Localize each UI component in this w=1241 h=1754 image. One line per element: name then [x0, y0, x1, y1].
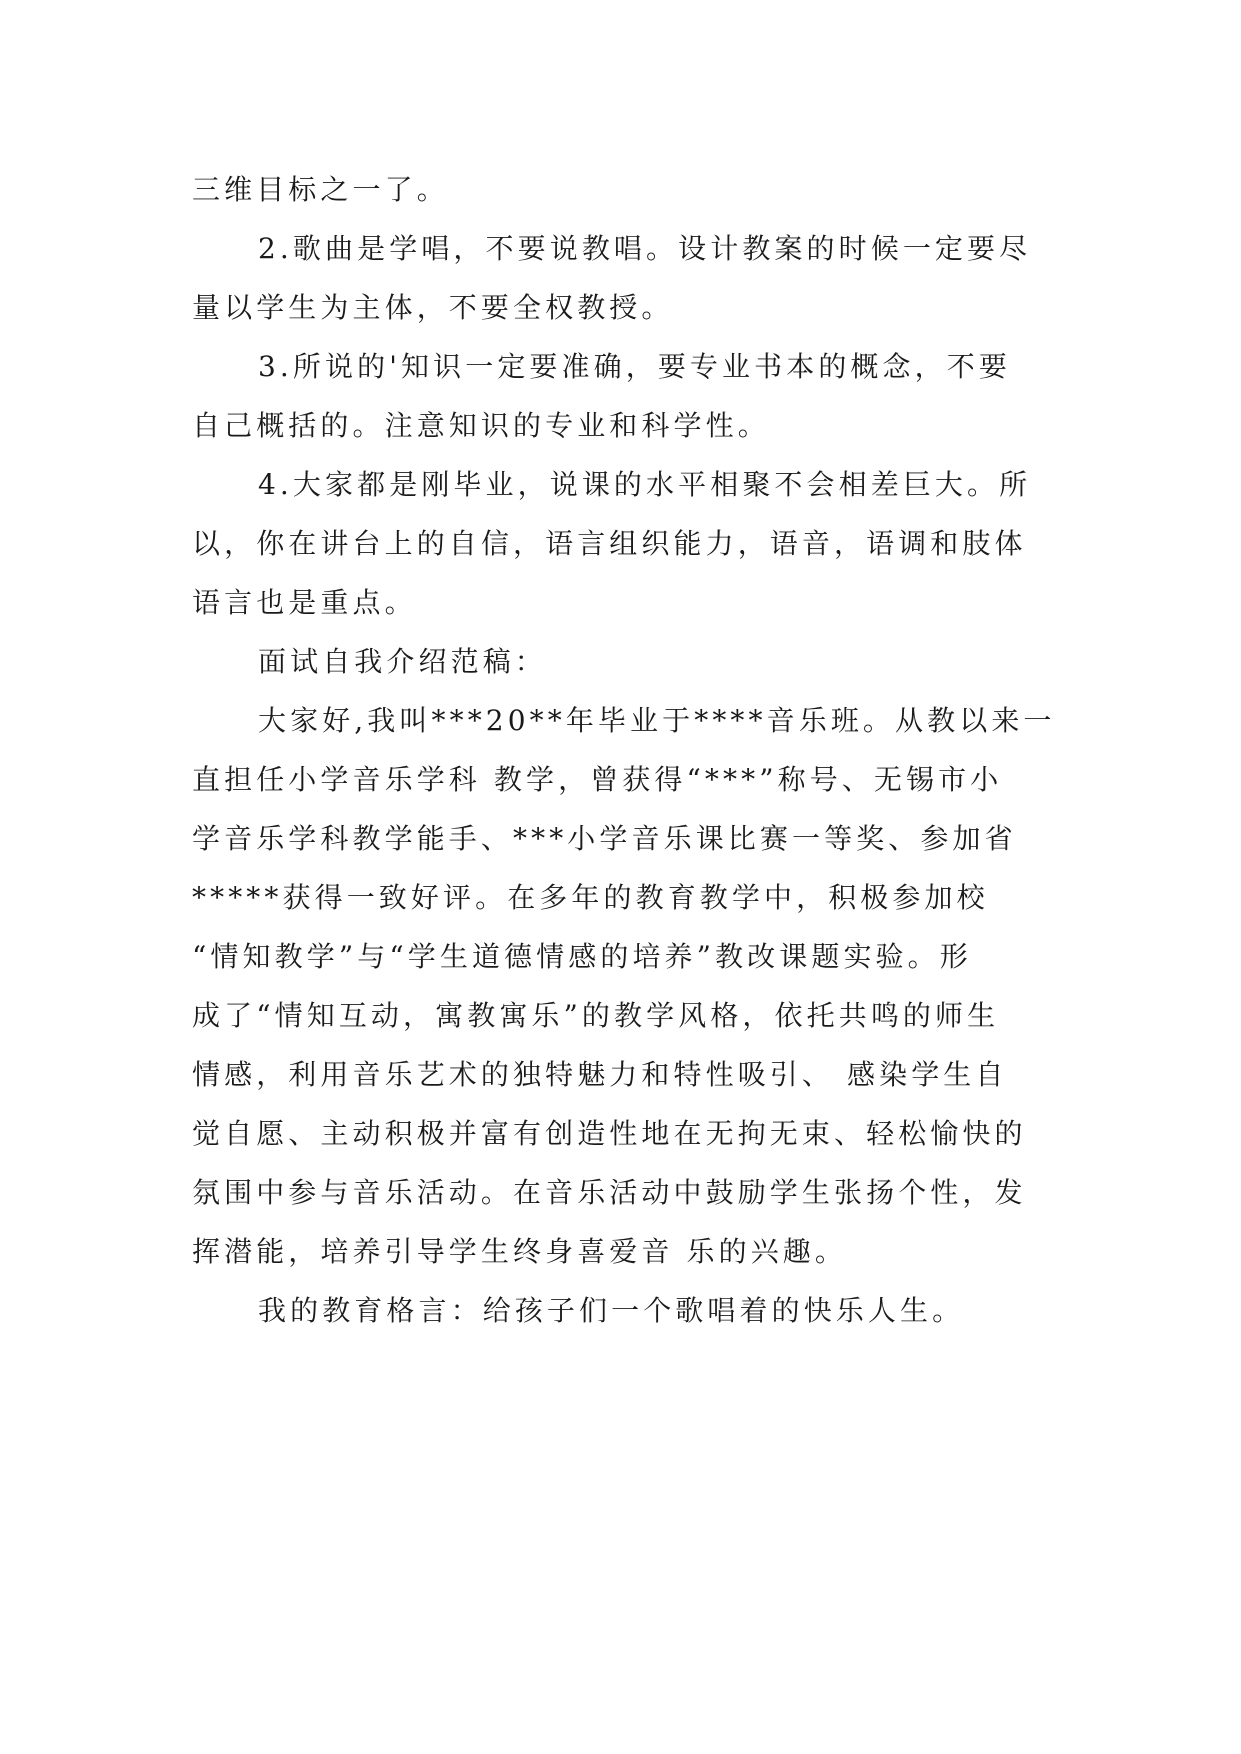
text-line-continuation: 三维目标之一了。	[192, 173, 449, 206]
text-line-item-4: 4.大家都是刚毕业，说课的水平相聚不会相差巨大。所	[258, 468, 1032, 501]
text-line: 觉自愿、主动积极并富有创造性地在无拘无束、轻松愉快的	[192, 1117, 1027, 1150]
text-line: 情感，利用音乐艺术的独特魅力和特性吸引、 感染学生自	[192, 1058, 1008, 1091]
text-line: 量以学生为主体，不要全权教授。	[192, 291, 674, 324]
text-line: 语言也是重点。	[192, 586, 417, 619]
text-line: 以，你在讲台上的自信，语言组织能力，语音，语调和肢体	[192, 527, 1027, 560]
text-line: 直担任小学音乐学科 教学，曾获得“***”称号、无锡市小	[192, 763, 1003, 796]
text-line: *****获得一致好评。在多年的教育教学中，积极参加校	[192, 881, 989, 914]
motto-line: 我的教育格言：给孩子们一个歌唱着的快乐人生。	[258, 1294, 965, 1327]
text-line-item-2: 2.歌曲是学唱，不要说教唱。设计教案的时候一定要尽	[258, 232, 1032, 265]
text-line: 自己概括的。注意知识的专业和科学性。	[192, 409, 770, 442]
text-line: 氛围中参与音乐活动。在音乐活动中鼓励学生张扬个性，发	[192, 1176, 1027, 1209]
text-line-item-3: 3.所说的'知识一定要准确，要专业书本的概念，不要	[258, 350, 1011, 383]
section-heading: 面试自我介绍范稿：	[258, 645, 547, 678]
text-line: 学音乐学科教学能手、***小学音乐课比赛一等奖、参加省	[192, 822, 1017, 855]
text-line: 挥潜能，培养引导学生终身喜爱音 乐的兴趣。	[192, 1235, 848, 1268]
document-body	[192, 160, 1056, 1340]
text-line: “情知教学”与“学生道德情感的培养”教改课题实验。形	[192, 940, 972, 973]
text-line: 成了“情知互动，寓教寓乐”的教学风格，依托共鸣的师生	[192, 999, 1000, 1032]
text-line-intro-start: 大家好,我叫***20**年毕业于****音乐班。从教以来一	[258, 704, 1056, 737]
